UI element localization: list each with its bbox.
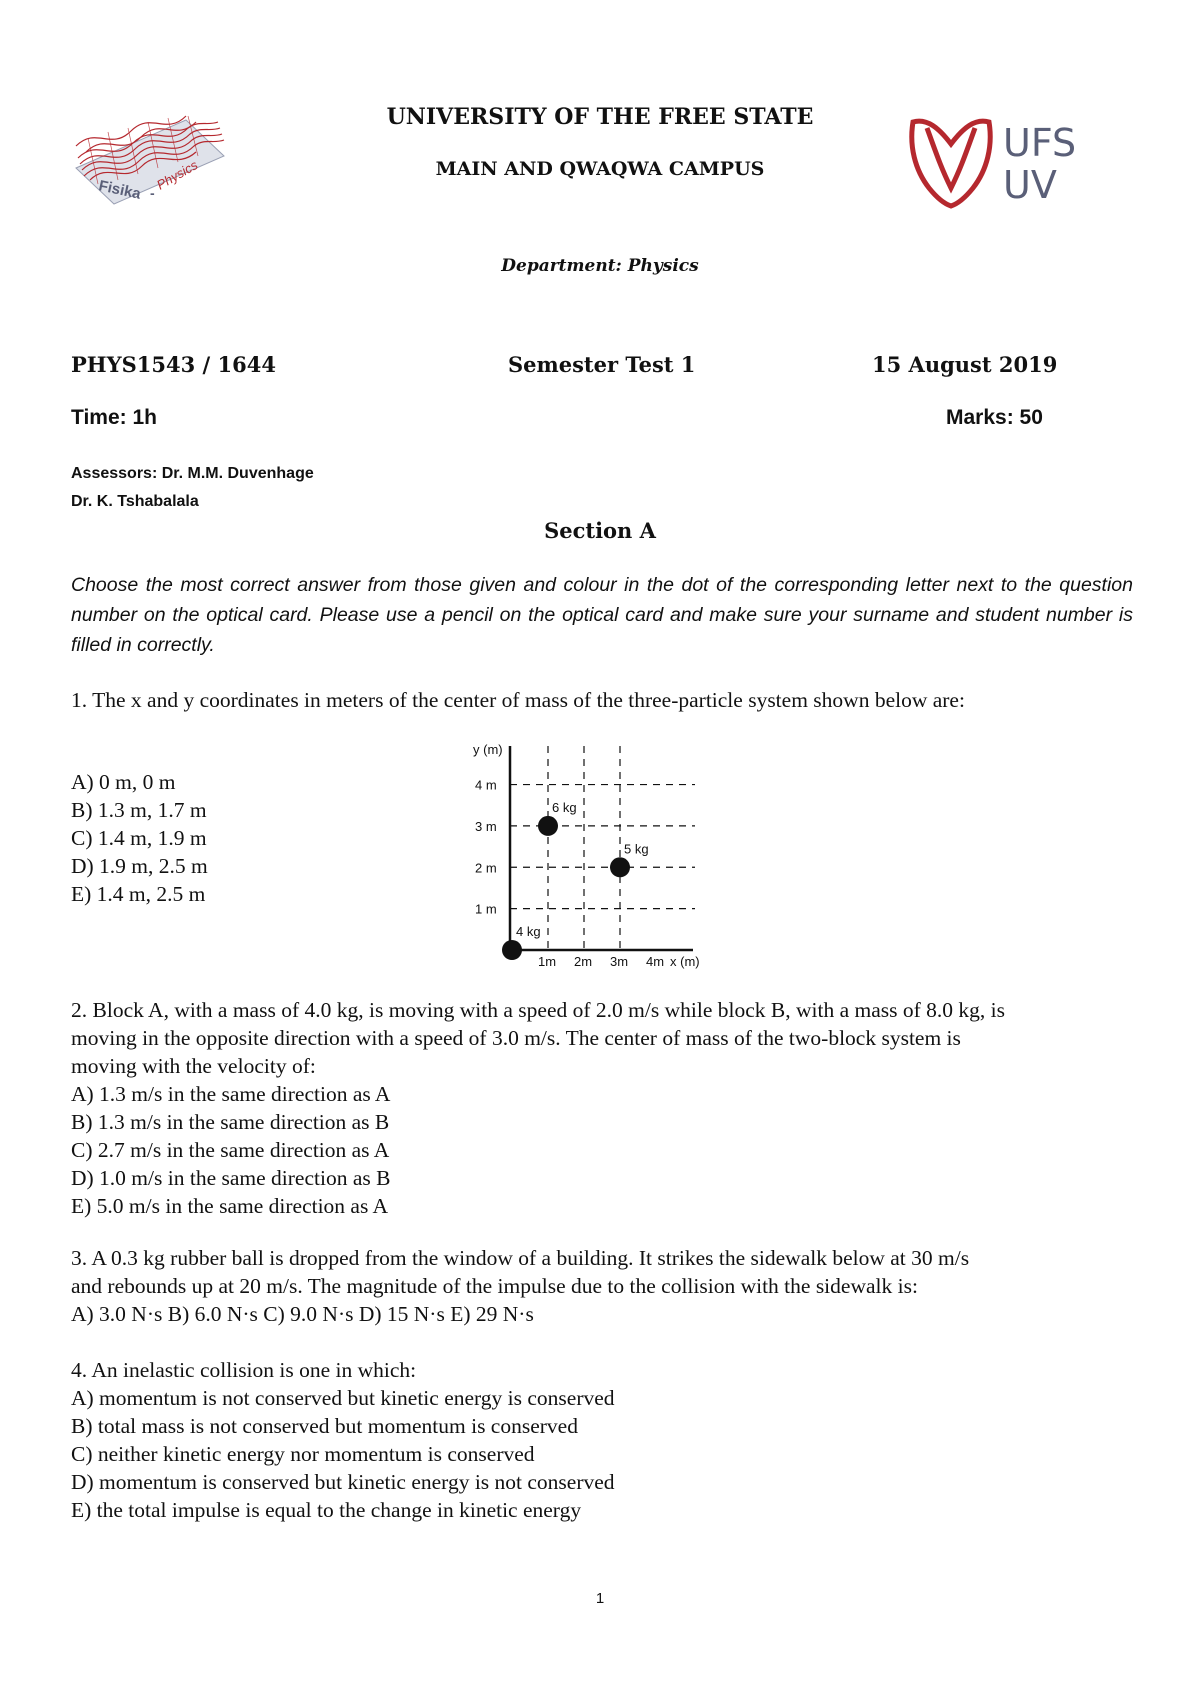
particle-6kg — [538, 816, 558, 836]
q2-text-line-1: 2. Block A, with a mass of 4.0 kg, is moving with a speed of 2.0 m/s while block B, with a mass of 8.0 kg, is — [71, 998, 1005, 1022]
course-code: PHYS1543 / 1644 — [71, 352, 276, 377]
q1-option-d: D) 1.9 m, 2.5 m — [71, 854, 208, 878]
section-title: Section A — [544, 518, 656, 543]
assessors-line-1: Assessors: Dr. M.M. Duvenhage — [71, 465, 314, 482]
q2-option-a: A) 1.3 m/s in the same direction as A — [71, 1082, 391, 1106]
particle-label-5kg: 5 kg — [624, 841, 649, 857]
logo-dash: - — [150, 185, 155, 201]
question-1-options — [71, 768, 208, 908]
logo-text-physics: Physics — [154, 157, 201, 193]
logo-text-uv: UV — [1003, 163, 1057, 207]
q1-option-a: A) 0 m, 0 m — [71, 770, 176, 794]
q4-text: 4. An inelastic collision is one in which: — [71, 1358, 417, 1382]
x-tick-label: 4m — [646, 954, 665, 969]
question-3 — [71, 1244, 969, 1328]
y-axis-label: y (m) — [473, 742, 503, 757]
q2-option-d: D) 1.0 m/s in the same direction as B — [71, 1166, 391, 1190]
total-marks: Marks: 50 — [946, 406, 1043, 429]
department-title: Department: Physics — [501, 256, 699, 276]
assessors-line-2: Dr. K. Tshabalala — [71, 493, 199, 510]
y-tick-label: 3 m — [475, 818, 497, 834]
q2-option-c: C) 2.7 m/s in the same direction as A — [71, 1138, 390, 1162]
logo-text-ufs: UFS — [1003, 121, 1077, 165]
test-name: Semester Test 1 — [508, 352, 696, 377]
q3-options: A) 3.0 N·s B) 6.0 N·s C) 9.0 N·s D) 15 N·s E) 29 N·s — [71, 1302, 534, 1326]
q4-option-e: E) the total impulse is equal to the change in kinetic energy — [71, 1498, 582, 1522]
y-tick-label: 4 m — [475, 777, 497, 793]
q4-option-a: A) momentum is not conserved but kinetic energy is conserved — [71, 1386, 615, 1410]
x-tick-label: 2m — [574, 954, 593, 969]
q1-option-c: C) 1.4 m, 1.9 m — [71, 826, 207, 850]
section-instructions: Choose the most correct answer from those given and colour in the dot of the corresponding letter next to the question number on the optical card. Please use a pencil on the optical card and make sure your surname and student number is filled in correctly. — [71, 574, 1133, 656]
y-tick-label: 2 m — [475, 860, 497, 876]
question-4 — [71, 1356, 615, 1524]
q4-option-c: C) neither kinetic energy nor momentum is conserved — [71, 1442, 535, 1466]
campus-title: MAIN AND QWAQWA CAMPUS — [435, 158, 765, 180]
q1-option-b: B) 1.3 m, 1.7 m — [71, 798, 207, 822]
q1-option-e: E) 1.4 m, 2.5 m — [71, 882, 206, 906]
question-2 — [71, 996, 1005, 1220]
particle-5kg — [610, 857, 630, 877]
x-axis-label: x (m) — [670, 954, 700, 969]
q4-option-b: B) total mass is not conserved but momentum is conserved — [71, 1414, 578, 1438]
q3-text-line-2: and rebounds up at 20 m/s. The magnitude of the impulse due to the collision with the sidewalk is: — [71, 1274, 918, 1298]
question-1-text: 1. The x and y coordinates in meters of the center of mass of the three-particle system shown below are: — [71, 688, 965, 712]
logo-text-fisika: Fisika — [97, 177, 143, 203]
q2-option-b: B) 1.3 m/s in the same direction as B — [71, 1110, 390, 1134]
q3-text-line-1: 3. A 0.3 kg rubber ball is dropped from the window of a building. It strikes the sidewalk below at 30 m/s — [71, 1246, 970, 1270]
particle-grid-diagram — [465, 738, 725, 974]
center-of-mass-figure — [465, 738, 725, 974]
x-tick-label: 3m — [610, 954, 629, 969]
particle-label-4kg: 4 kg — [516, 924, 541, 939]
q2-text-line-2: moving in the opposite direction with a speed of 3.0 m/s. The center of mass of the two-block system is — [71, 1026, 961, 1050]
q4-option-d: D) momentum is conserved but kinetic energy is not conserved — [71, 1470, 615, 1494]
q2-option-e: E) 5.0 m/s in the same direction as A — [71, 1194, 389, 1218]
particle-4kg — [502, 940, 522, 960]
particle-label-6kg: 6 kg — [552, 799, 577, 815]
time-allowed: Time: 1h — [71, 406, 157, 429]
page-number: 1 — [595, 1590, 605, 1607]
university-title: UNIVERSITY OF THE FREE STATE — [386, 104, 814, 130]
x-tick-label: 1m — [538, 954, 557, 969]
q2-text-line-3: moving with the velocity of: — [71, 1054, 316, 1078]
test-date: 15 August 2019 — [872, 352, 1058, 377]
y-tick-label: 1 m — [475, 901, 497, 917]
figure-grid — [510, 746, 695, 950]
